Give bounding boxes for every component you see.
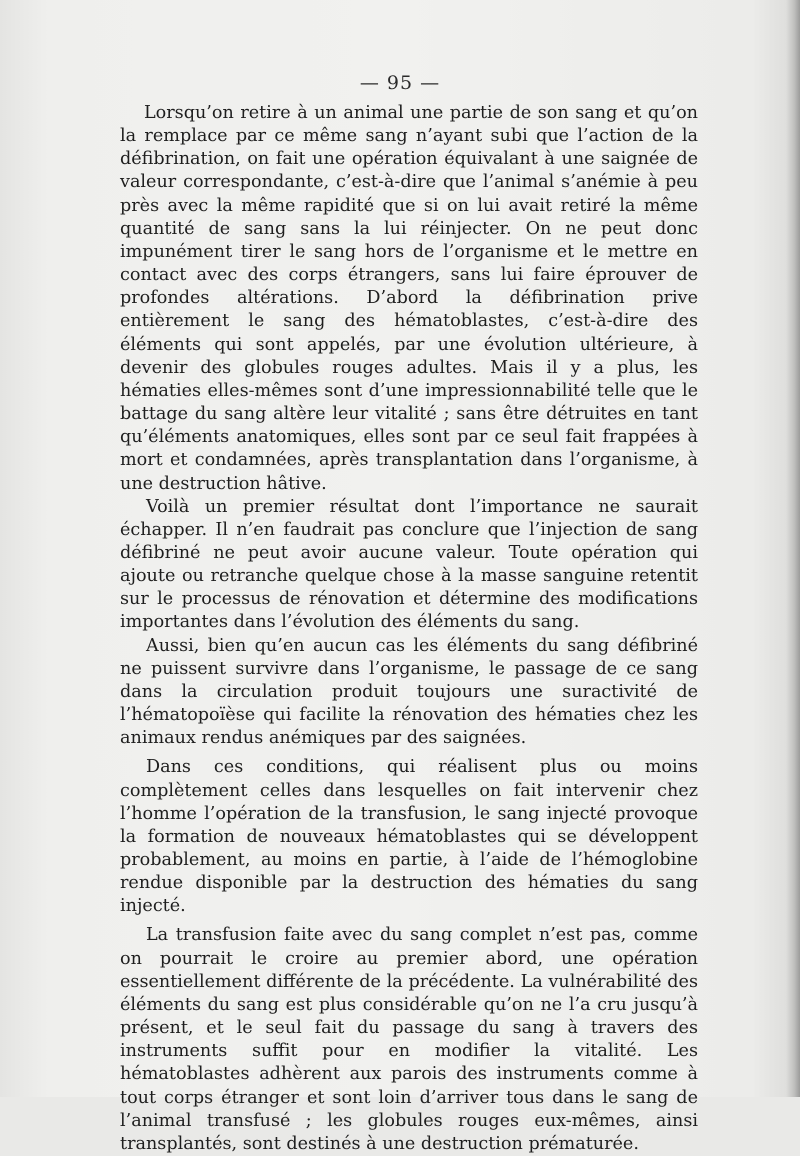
- paragraph-1: Lorsqu’on retire à un animal une partie de son sang et qu’on la remplace par ce même sang n’ayant subi que l’action de la défibrination, on fait une opération équivalant à une saignée de valeur correspondante, c’est-à-dire que l’animal s’anémie à peu près avec la même rapidité que si on lui avait retiré la même quantité de sang sans la lui réinjecter. On ne peut donc impunément tirer le sang hors de l’organisme et le mettre en contact avec des corps étrangers, sans lui faire éprouver de profondes altérations. D’abord la défibrination prive entièrement le sang des hématoblastes, c’est-à-dire des éléments qui sont appelés, par une évolution ultérieure, à devenir des globules rouges adultes. Mais il y a plus, les hématies elles-mêmes sont d’une impressionnabilité telle que le battage du sang altère leur vitalité ; sans être détruites en tant qu’éléments anatomiques, elles sont par ce seul fait frappées à mort et condamnées, après transplantation dans l’organisme, à une destruction hâtive.: [120, 103, 698, 494]
- paragraph-5: La transfusion faite avec du sang complet n’est pas, comme on pourrait le croire au premier abord, une opération essentiellement différente de la précédente. La vulnérabilité des éléments du sang est plus considérable qu’on ne l’a cru jusqu’à présent, et le seul fait du passage du sang à travers des instruments suffit pour en modifier la vitalité. Les hématoblastes adhèrent aux parois des instruments comme à tout corps étranger et sont loin d’arriver tous dans le sang de l’animal transfusé ; les globules rouges eux-mêmes, ainsi transplantés, sont destinés à une destruction prématurée.: [120, 925, 698, 1154]
- page-binding-shadow: [786, 0, 800, 1097]
- paragraph-3: Aussi, bien qu’en aucun cas les éléments du sang défibriné ne puissent survivre dans l’organisme, le passage de ce sang dans la circulation produit toujours une suractivité de l’hématopoïèse qui facilite la rénovation des hématies chez les animaux rendus anémiques par des saignées.: [120, 635, 698, 749]
- page-number: — 95 —: [359, 72, 441, 94]
- body-text: [120, 102, 698, 1156]
- paragraph-2: Voilà un premier résultat dont l’importance ne saurait échapper. Il n’en faudrait pas conclure que l’injection de sang défibriné ne peut avoir aucune valeur. Toute opération qui ajoute ou retranche quelque chose à la masse sanguine retentit sur le processus de rénovation et détermine des modifications importantes dans l’évolution des éléments du sang.: [120, 496, 698, 633]
- paragraph-4: Dans ces conditions, qui réalisent plus ou moins complètement celles dans lesquelles on fait intervenir chez l’homme l’opération de la transfusion, le sang injecté provoque la formation de nouveaux hématoblastes qui se développent probablement, au moins en partie, à l’aide de l’hémoglobine rendue disponible par la destruction des hématies du sang injecté.: [120, 757, 698, 917]
